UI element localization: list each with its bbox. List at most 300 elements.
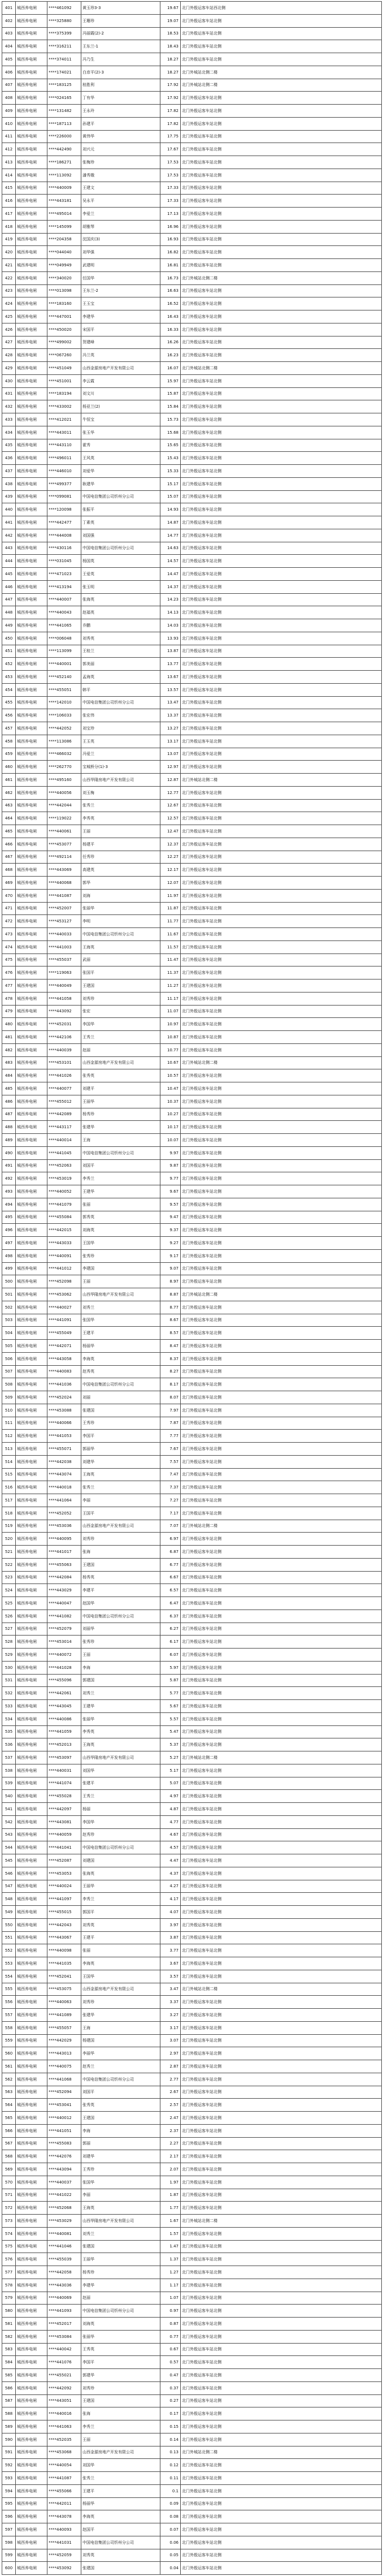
cell-value: 16.81 (160, 259, 181, 272)
cell-address: 北门外殷运客车站北侧 (181, 92, 382, 105)
cell-no: 561 (2, 2060, 16, 2073)
table-row (2, 2047, 382, 2060)
cell-address: 北门外殷运客车站北侧 (181, 928, 382, 941)
cell-no: 416 (2, 195, 16, 208)
cell-name: 杨秀珍 (81, 1108, 160, 1121)
cell-code: ****440043 (47, 606, 81, 619)
cell-name: 张国华 (81, 1314, 160, 1327)
cell-name: 李丽 (81, 1494, 160, 1507)
cell-value: 18.53 (160, 27, 181, 40)
cell-name: 赵秀英 (81, 1365, 160, 1378)
cell-region: 城西养电闸 (16, 2433, 47, 2446)
cell-value: 6.17 (160, 1636, 181, 1649)
table-row (2, 1224, 382, 1237)
cell-value: 3.17 (160, 2021, 181, 2034)
cell-value: 3.07 (160, 2034, 181, 2047)
cell-no: 599 (2, 2549, 16, 2562)
cell-address: 北门外殷运客车站北侧 (181, 40, 382, 53)
cell-value: 2.27 (160, 2137, 181, 2150)
cell-value: 11.17 (160, 992, 181, 1005)
cell-code: ****443036 (47, 2279, 81, 2292)
table-row (2, 1481, 382, 1494)
cell-address: 北门外殷运客车站北侧 (181, 761, 382, 774)
cell-no: 504 (2, 1327, 16, 1340)
cell-name: 冯乃生 (81, 53, 160, 66)
cell-no: 589 (2, 2420, 16, 2433)
cell-code: ****455012 (47, 1095, 81, 1108)
cell-region: 城西养电闸 (16, 2536, 47, 2549)
cell-address: 北门外殷运客车站北侧 (181, 220, 382, 233)
cell-no: 535 (2, 1725, 16, 1738)
table-row (2, 2510, 382, 2523)
cell-no: 472 (2, 915, 16, 928)
table-row (2, 452, 382, 465)
cell-address: 北门外殷运客车站北侧 (181, 2202, 382, 2215)
cell-code: ****455063 (47, 1558, 81, 1571)
cell-region: 城西养电闸 (16, 2562, 47, 2575)
cell-code: ****441053 (47, 1430, 81, 1443)
cell-value: 5.07 (160, 1777, 181, 1790)
cell-code: ****441064 (47, 1494, 81, 1507)
cell-code: ****441041 (47, 1841, 81, 1854)
cell-region: 城西养电闸 (16, 1108, 47, 1121)
cell-address: 北门外殷运客车站北侧 (181, 413, 382, 426)
cell-name: 山西华隆房地产开发有限公司 (81, 774, 160, 787)
cell-code: ****441087 (47, 889, 81, 902)
cell-region: 城西养电闸 (16, 1468, 47, 1481)
cell-value: 0.08 (160, 2510, 181, 2523)
cell-no: 440 (2, 503, 16, 516)
cell-region: 城西养电闸 (16, 1841, 47, 1854)
cell-address: 北门外殷运客车站北侧 (181, 1623, 382, 1636)
cell-value: 12.07 (160, 877, 181, 890)
cell-region: 城西养电闸 (16, 1121, 47, 1134)
cell-code: ****441093 (47, 2305, 81, 2318)
table-row (2, 877, 382, 890)
cell-code: ****442061 (47, 1687, 81, 1700)
table-row (2, 1790, 382, 1803)
cell-region: 城西养电闸 (16, 220, 47, 233)
cell-name: 杨丽华 (81, 2497, 160, 2510)
cell-address: 北门外殷运客车站北侧 (181, 542, 382, 555)
table-row (2, 1507, 382, 1520)
cell-no: 567 (2, 2137, 16, 2150)
table-row (2, 2163, 382, 2176)
cell-name: 李爱兰 (81, 208, 160, 221)
cell-address: 北门外殷运客车站北侧 (181, 2253, 382, 2266)
cell-code: ****442089 (47, 1108, 81, 1121)
cell-code: ****441035 (47, 1957, 81, 1970)
cell-code: ****441022 (47, 2189, 81, 2202)
table-row (2, 825, 382, 838)
cell-region: 城西养电闸 (16, 130, 47, 143)
cell-region: 城西养电闸 (16, 2497, 47, 2510)
cell-name: 张丽华 (81, 1712, 160, 1725)
cell-name: 中国电信集团公司忻州分公司 (81, 1146, 160, 1159)
cell-code: ****453041 (47, 2099, 81, 2112)
cell-code: ****443029 (47, 1584, 81, 1597)
cell-address: 北门外城站北侧二楼 (181, 2446, 382, 2459)
cell-name: 李海 (81, 2124, 160, 2137)
cell-code: ****455028 (47, 1790, 81, 1803)
table-row (2, 2343, 382, 2356)
cell-code: ****013098 (47, 284, 81, 297)
table-row (2, 1352, 382, 1365)
cell-no: 597 (2, 2523, 16, 2536)
cell-address: 北门外殷运客车站北侧 (181, 1211, 382, 1224)
table-row (2, 1803, 382, 1816)
cell-name: 张宏 (81, 1005, 160, 1018)
cell-value: 14.63 (160, 542, 181, 555)
cell-region: 城西养电闸 (16, 889, 47, 902)
cell-region: 城西养电闸 (16, 1455, 47, 1468)
cell-no: 431 (2, 387, 16, 400)
cell-code: ****440018 (47, 1481, 81, 1494)
cell-address: 北门外殷运客车站北侧 (181, 1455, 382, 1468)
cell-address: 北门外殷运客车站北侧 (181, 1610, 382, 1623)
cell-name: 刘秀英 (81, 1918, 160, 1931)
cell-value: 17.67 (160, 143, 181, 156)
cell-value: 13.57 (160, 683, 181, 696)
cell-code: ****440093 (47, 2523, 81, 2536)
cell-value: 0.77 (160, 2330, 181, 2343)
cell-region: 城西养电闸 (16, 542, 47, 555)
cell-region: 城西养电闸 (16, 246, 47, 259)
cell-value: 17.33 (160, 182, 181, 195)
cell-address: 北门外殷运客车站北侧 (181, 2047, 382, 2060)
cell-region: 城西养电闸 (16, 928, 47, 941)
cell-name: 张国华 (81, 2176, 160, 2189)
cell-name: 张秀兰 (81, 1481, 160, 1494)
cell-no: 595 (2, 2497, 16, 2510)
cell-name: 王永玲 (81, 105, 160, 118)
cell-value: 0.87 (160, 2318, 181, 2331)
table-row (2, 1468, 382, 1481)
cell-code: ****440027 (47, 1301, 81, 1314)
table-row (2, 1005, 382, 1018)
cell-address: 北门外城站北侧二楼 (181, 774, 382, 787)
cell-region: 城西养电闸 (16, 2202, 47, 2215)
cell-name: 刘建华 (81, 2150, 160, 2163)
cell-value: 9.87 (160, 1159, 181, 1172)
cell-value: 9.07 (160, 1262, 181, 1275)
cell-code: ****441058 (47, 992, 81, 1005)
table-row (2, 387, 382, 400)
cell-address: 北门外殷运客车站北侧 (181, 1725, 382, 1738)
cell-code: ****131482 (47, 105, 81, 118)
cell-value: 1.17 (160, 2279, 181, 2292)
cell-value: 14.13 (160, 606, 181, 619)
cell-value: 14.77 (160, 529, 181, 542)
cell-address: 北门外殷运客车站北侧 (181, 1906, 382, 1919)
table-row (2, 2497, 382, 2510)
cell-no: 477 (2, 980, 16, 993)
table-row (2, 761, 382, 774)
table-row (2, 2407, 382, 2420)
cell-address: 北门外殷运客车站北侧 (181, 1957, 382, 1970)
cell-value: 18.27 (160, 66, 181, 79)
cell-no: 570 (2, 2176, 16, 2189)
cell-no: 483 (2, 1056, 16, 1069)
table-row (2, 2394, 382, 2407)
table-row (2, 2459, 382, 2472)
cell-value: 0.04 (160, 2562, 181, 2575)
cell-address: 北门外殷运客车站北侧 (181, 1700, 382, 1713)
cell-no: 475 (2, 953, 16, 966)
table-row (2, 1018, 382, 1031)
table-row (2, 1649, 382, 1662)
cell-value: 0.12 (160, 2459, 181, 2472)
cell-code: ****441031 (47, 2536, 81, 2549)
cell-name: 张海 (81, 1546, 160, 1559)
cell-name: 中国电信集团公司忻州分公司 (81, 696, 160, 709)
cell-code: ****455083 (47, 2137, 81, 2150)
cell-no: 557 (2, 2009, 16, 2022)
cell-name: 张宏伟 (81, 709, 160, 722)
table-row (2, 2, 382, 15)
cell-region: 城西养电闸 (16, 619, 47, 632)
cell-address: 北门外殷运客车站北侧 (181, 1970, 382, 1983)
cell-value: 9.37 (160, 1224, 181, 1237)
cell-region: 城西养电闸 (16, 915, 47, 928)
cell-address: 北门外殷运客车站北侧 (181, 683, 382, 696)
cell-value: 17.75 (160, 130, 181, 143)
cell-region: 城西养电闸 (16, 1944, 47, 1957)
cell-address: 北门外殷运客车站北侧 (181, 1340, 382, 1353)
cell-no: 565 (2, 2112, 16, 2125)
cell-address: 北门外殷运客车站北侧 (181, 2484, 382, 2497)
cell-value: 16.23 (160, 349, 181, 362)
cell-no: 578 (2, 2279, 16, 2292)
cell-code: ****452059 (47, 2549, 81, 2562)
cell-address: 北门外殷运客车站北侧 (181, 2073, 382, 2086)
cell-region: 城西养电闸 (16, 722, 47, 735)
cell-region: 城西养电闸 (16, 1738, 47, 1751)
cell-code: ****120098 (47, 503, 81, 516)
cell-name: 王建国 (81, 2112, 160, 2125)
cell-code: ****440024 (47, 1880, 81, 1893)
cell-address: 北门外殷运客车站北侧 (181, 1443, 382, 1456)
cell-name: 黄伟华 (81, 130, 160, 143)
cell-region: 城西养电闸 (16, 2484, 47, 2497)
cell-code: ****440059 (47, 1828, 81, 1841)
cell-name: 郭建国 (81, 1674, 160, 1687)
cell-region: 城西养电闸 (16, 851, 47, 864)
cell-code: ****441003 (47, 940, 81, 953)
cell-address: 北门外殷运客车站北侧 (181, 1507, 382, 1520)
table-body (2, 2, 382, 2575)
cell-name: 王丽华 (81, 1880, 160, 1893)
cell-value: 2.67 (160, 2086, 181, 2099)
cell-no: 446 (2, 580, 16, 593)
cell-value: 13.87 (160, 645, 181, 658)
cell-address: 北门外殷运客车站北侧 (181, 349, 382, 362)
cell-address: 北门外殷运客车站北侧 (181, 426, 382, 439)
cell-no: 569 (2, 2163, 16, 2176)
cell-code: ****452041 (47, 1970, 81, 1983)
cell-name: 中国电信集团公司忻州分公司 (81, 2305, 160, 2318)
cell-value: 15.97 (160, 374, 181, 387)
table-row (2, 1571, 382, 1584)
cell-address: 北门外殷运客车站北侧 (181, 1095, 382, 1108)
cell-name: 潘秀娥 (81, 169, 160, 182)
table-row (2, 928, 382, 941)
cell-value: 9.47 (160, 1211, 181, 1224)
table-row (2, 2523, 382, 2536)
cell-region: 城西养电闸 (16, 1610, 47, 1623)
cell-region: 城西养电闸 (16, 208, 47, 221)
cell-name: 王建平 (81, 2484, 160, 2497)
cell-region: 城西养电闸 (16, 374, 47, 387)
cell-no: 563 (2, 2086, 16, 2099)
cell-value: 11.77 (160, 915, 181, 928)
cell-address: 北门外殷运客车站北侧 (181, 2292, 382, 2305)
cell-region: 城西养电闸 (16, 1764, 47, 1777)
cell-region: 城西养电闸 (16, 1623, 47, 1636)
cell-no: 403 (2, 27, 16, 40)
table-row (2, 1854, 382, 1867)
table-row (2, 1121, 382, 1134)
table-row (2, 799, 382, 812)
cell-value: 7.47 (160, 1468, 181, 1481)
cell-no: 445 (2, 568, 16, 581)
cell-no: 558 (2, 2021, 16, 2034)
cell-no: 418 (2, 220, 16, 233)
cell-value: 11.07 (160, 1005, 181, 1018)
cell-address: 北门外殷运客车站北侧 (181, 1417, 382, 1430)
cell-value: 13.67 (160, 671, 181, 684)
table-row (2, 2292, 382, 2305)
table-row (2, 1712, 382, 1725)
cell-code: ****441012 (47, 1262, 81, 1275)
cell-value: 10.57 (160, 1069, 181, 1082)
cell-no: 488 (2, 1121, 16, 1134)
cell-address: 北门外殷运客车站北侧 (181, 452, 382, 465)
cell-address: 北门外殷运客车站北侧 (181, 310, 382, 323)
cell-code: ****440039 (47, 1043, 81, 1056)
cell-no: 544 (2, 1841, 16, 1854)
cell-region: 城西养电闸 (16, 1211, 47, 1224)
cell-no: 507 (2, 1365, 16, 1378)
table-row (2, 284, 382, 297)
cell-code: ****204358 (47, 233, 81, 246)
cell-address: 北门外殷运客车站北侧 (181, 1404, 382, 1417)
cell-region: 城西养电闸 (16, 1777, 47, 1790)
table-row (2, 2202, 382, 2215)
cell-no: 469 (2, 877, 16, 890)
cell-address: 北门外殷运客车站北侧 (181, 1597, 382, 1610)
table-row (2, 374, 382, 387)
cell-name: 王秀英 (81, 2343, 160, 2356)
cell-no: 588 (2, 2407, 16, 2420)
cell-name: 桂胜利 (81, 79, 160, 92)
cell-code: ****452024 (47, 1391, 81, 1404)
cell-name: 张海英 (81, 1867, 160, 1880)
cell-address: 北门外殷运客车站北侧 (181, 465, 382, 478)
cell-value: 5.17 (160, 1764, 181, 1777)
cell-address: 北门外殷运客车站北侧 (181, 1391, 382, 1404)
cell-no: 591 (2, 2446, 16, 2459)
cell-address: 北门外殷运客车站北侧 (181, 889, 382, 902)
cell-no: 421 (2, 259, 16, 272)
cell-name: 李丽华 (81, 2047, 160, 2060)
cell-address: 北门外殷运客车站北侧 (181, 400, 382, 413)
cell-name: 贺建峰 (81, 336, 160, 349)
cell-region: 城西养电闸 (16, 169, 47, 182)
cell-region: 城西养电闸 (16, 1751, 47, 1764)
cell-address: 北门外殷运客车站北侧 (181, 877, 382, 890)
table-row (2, 568, 382, 581)
cell-no: 463 (2, 799, 16, 812)
cell-no: 494 (2, 1198, 16, 1211)
cell-no: 579 (2, 2292, 16, 2305)
table-row (2, 632, 382, 645)
cell-region: 城西养电闸 (16, 79, 47, 92)
table-row (2, 2381, 382, 2394)
cell-code: ****499377 (47, 477, 81, 490)
cell-name: 山西金源房地产开发有限公司 (81, 362, 160, 375)
cell-code: ****443045 (47, 1700, 81, 1713)
cell-address: 北门外殷运客车站北侧 (181, 1867, 382, 1880)
cell-region: 城西养电闸 (16, 400, 47, 413)
cell-name: 王建平 (81, 1931, 160, 1944)
cell-address: 北门外殷运客车站北侧 (181, 2472, 382, 2485)
cell-region: 城西养电闸 (16, 799, 47, 812)
cell-code: ****453101 (47, 1056, 81, 1069)
cell-no: 430 (2, 374, 16, 387)
cell-no: 447 (2, 593, 16, 606)
cell-no: 485 (2, 1082, 16, 1095)
cell-name: 冯丽霞(2)-2 (81, 27, 160, 40)
table-row (2, 2472, 382, 2485)
cell-value: 13.27 (160, 722, 181, 735)
cell-name: 霍秀 (81, 439, 160, 452)
cell-name: 王海英 (81, 1738, 160, 1751)
cell-address: 北门外殷运客车站北侧 (181, 1108, 382, 1121)
cell-name: 山西华隆房地产开发有限公司 (81, 2215, 160, 2228)
table-row (2, 490, 382, 503)
cell-region: 城西养电闸 (16, 362, 47, 375)
cell-name: 中国电信集团公司忻州分公司 (81, 490, 160, 503)
cell-name: 李秀兰 (81, 1172, 160, 1185)
cell-address: 北门外殷运客车站北侧 (181, 2240, 382, 2253)
cell-address: 北门外殷运客车站北侧 (181, 786, 382, 799)
cell-code: ****453053 (47, 1867, 81, 1880)
cell-code: ****440009 (47, 182, 81, 195)
cell-name: 刘建华 (81, 1455, 160, 1468)
cell-code: ****006048 (47, 632, 81, 645)
cell-code: ****453088 (47, 1404, 81, 1417)
cell-region: 城西养电闸 (16, 1056, 47, 1069)
cell-value: 5.47 (160, 1725, 181, 1738)
cell-region: 城西养电闸 (16, 66, 47, 79)
cell-value: 2.57 (160, 2099, 181, 2112)
cell-region: 城西养电闸 (16, 105, 47, 118)
cell-no: 593 (2, 2472, 16, 2485)
cell-name: 刘海英 (81, 2318, 160, 2331)
cell-name: 黄玉珍3-3 (81, 2, 160, 15)
cell-value: 4.27 (160, 1880, 181, 1893)
cell-region: 城西养电闸 (16, 2279, 47, 2292)
cell-name: 杨建国 (81, 2034, 160, 2047)
cell-no: 532 (2, 1687, 16, 1700)
cell-no: 476 (2, 966, 16, 980)
cell-address: 北门外殷运客车站北侧 (181, 1031, 382, 1044)
table-row (2, 1944, 382, 1957)
cell-no: 479 (2, 1005, 16, 1018)
cell-code: ****443074 (47, 1468, 81, 1481)
cell-no: 428 (2, 349, 16, 362)
